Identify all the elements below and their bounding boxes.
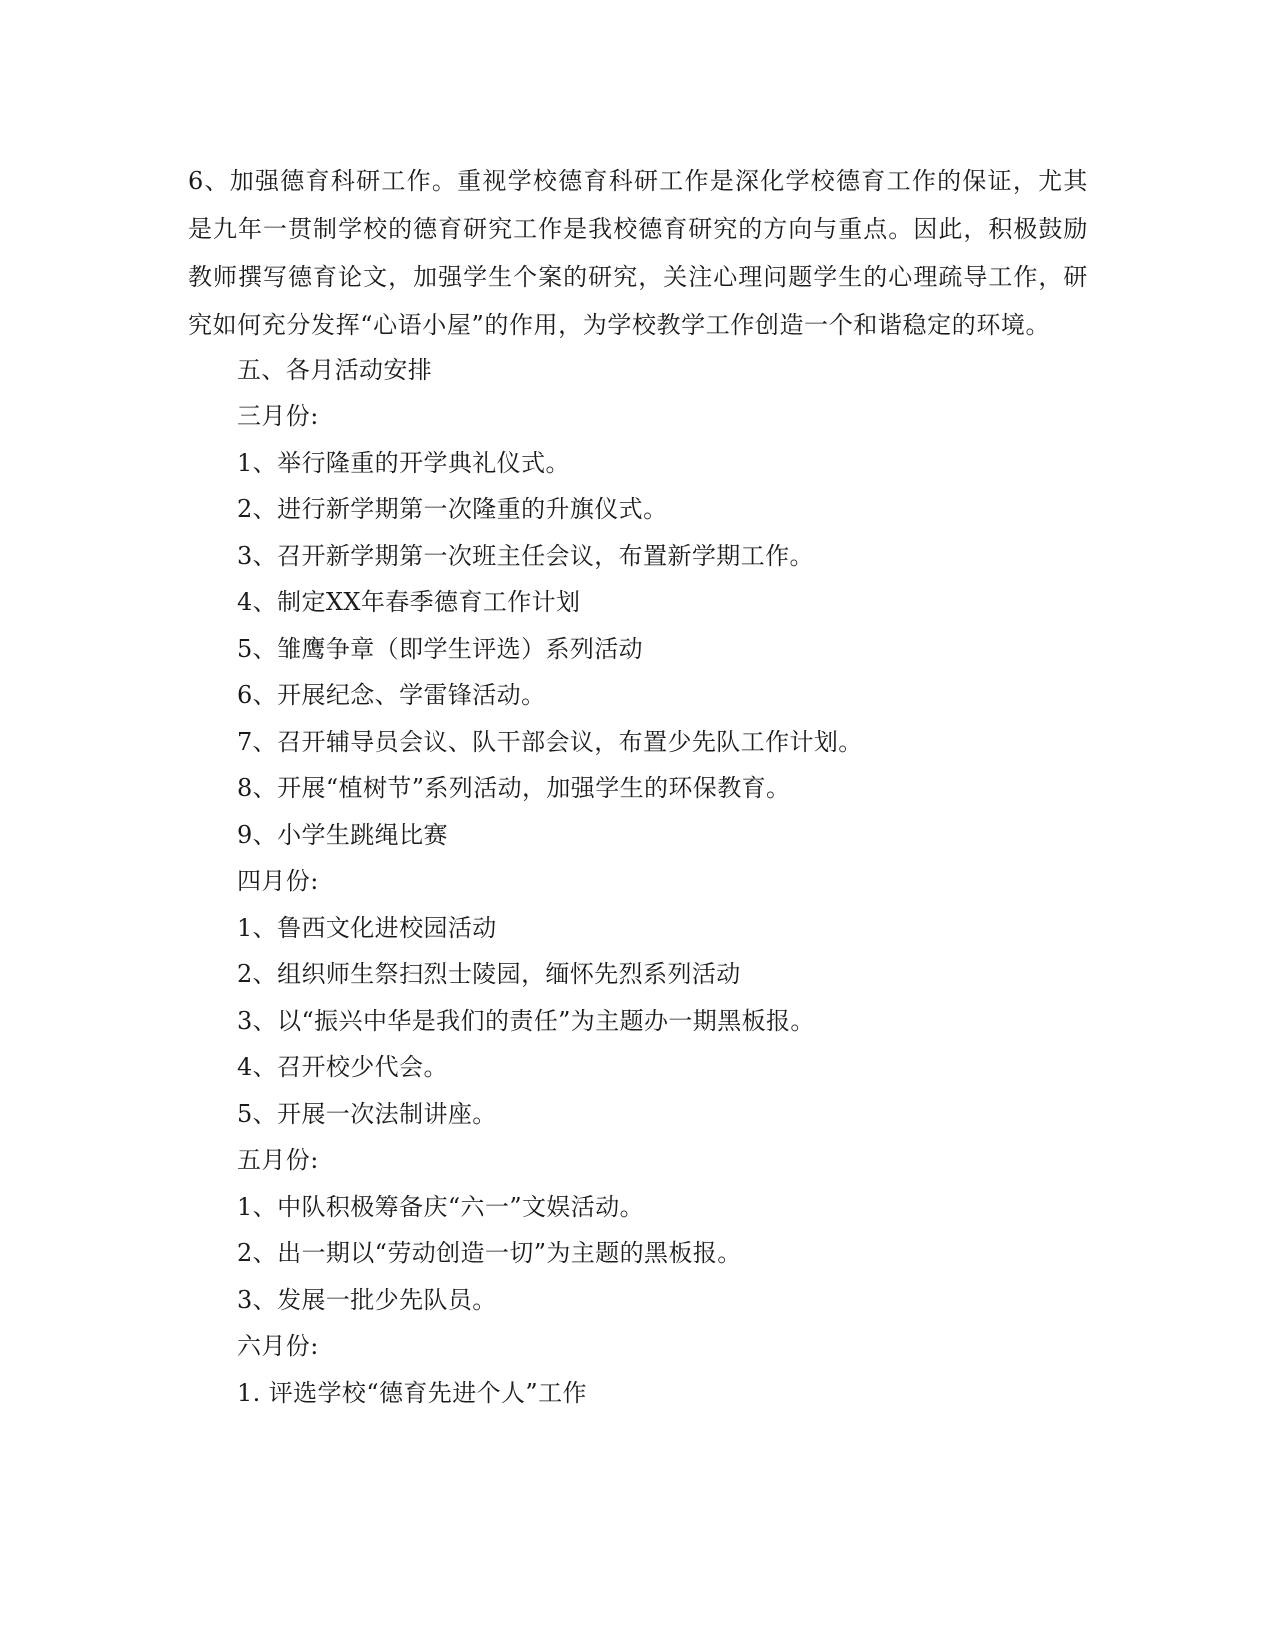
list-item: 1、中队积极筹备庆“六一”文娱活动。 <box>237 1193 645 1221</box>
list-item: 5、开展一次法制讲座。 <box>237 1100 497 1128</box>
list-item: 4、召开校少代会。 <box>237 1053 448 1081</box>
list-item: 2、出一期以“劳动创造一切”为主题的黑板报。 <box>237 1239 742 1267</box>
list-item: 8、开展“植树节”系列活动，加强学生的环保教育。 <box>237 774 791 802</box>
month-heading-march: 三月份: <box>237 402 319 430</box>
list-item: 1. 评选学校“德育先进个人”工作 <box>237 1379 587 1407</box>
list-item: 2、组织师生祭扫烈士陵园，缅怀先烈系列活动 <box>237 960 741 988</box>
list-item: 9、小学生跳绳比赛 <box>237 821 448 849</box>
list-item: 3、发展一批少先队员。 <box>237 1286 497 1314</box>
list-item: 1、举行隆重的开学典礼仪式。 <box>237 449 570 477</box>
section-heading-monthly-activities: 五、各月活动安排 <box>237 356 433 384</box>
month-heading-april: 四月份: <box>237 867 319 895</box>
list-item: 6、开展纪念、学雷锋活动。 <box>237 681 546 709</box>
list-item: 3、召开新学期第一次班主任会议，布置新学期工作。 <box>237 542 814 570</box>
list-item: 2、进行新学期第一次隆重的升旗仪式。 <box>237 495 668 523</box>
list-item: 1、鲁西文化进校园活动 <box>237 914 497 942</box>
list-item: 5、雏鹰争章（即学生评选）系列活动 <box>237 635 644 663</box>
list-item: 3、以“振兴中华是我们的责任”为主题办一期黑板报。 <box>237 1007 815 1035</box>
list-item: 7、召开辅导员会议、队干部会议，布置少先队工作计划。 <box>237 728 863 756</box>
list-item: 4、制定XX年春季德育工作计划 <box>237 588 581 616</box>
month-heading-may: 五月份: <box>237 1146 319 1174</box>
intro-paragraph: 6、加强德育科研工作。重视学校德育科研工作是深化学校德育工作的保证，尤其是九年一贯制学校的德育研究工作是我校德育研究的方向与重点。因此，积极鼓励教师撰写德育论文，加强学生个案的研究，关注心理问题学生的心理疏导工作，研究如何充分发挥“心语小屋”的作用，为学校教学工作创造一个和谐稳定的环境。 <box>188 167 1088 339</box>
month-heading-june: 六月份: <box>237 1332 319 1360</box>
